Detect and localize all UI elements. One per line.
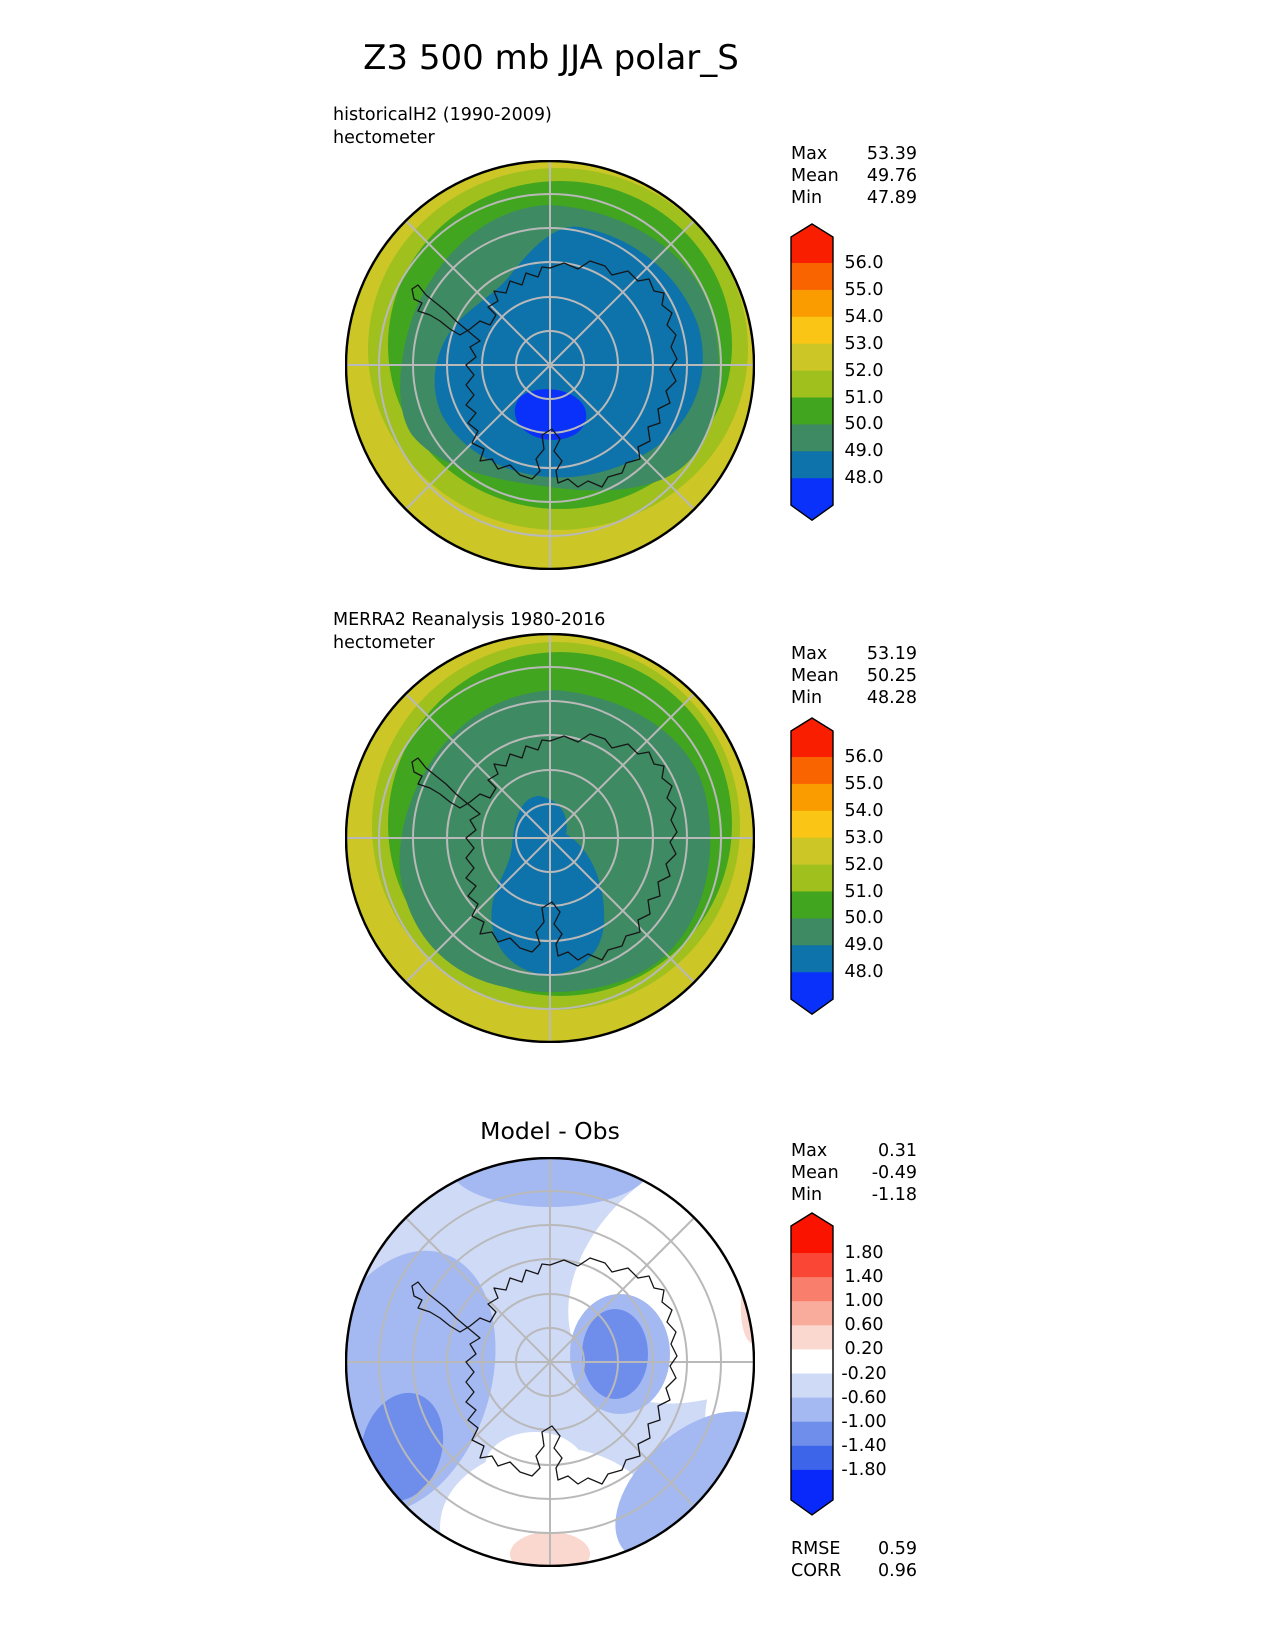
- stat-label: Mean: [791, 165, 839, 186]
- panel3-stats: [791, 1141, 917, 1206]
- diff-neg10-east-core: [582, 1309, 648, 1399]
- stat-value: 48.28: [866, 687, 917, 708]
- colorbar-tick-label: 55.0: [844, 773, 884, 794]
- colorbar-tick-label: 48.0: [844, 468, 884, 489]
- colorbar-tick-label: 53.0: [844, 827, 884, 848]
- stat-value: 53.39: [866, 144, 917, 164]
- stat-row: [791, 1185, 917, 1207]
- colorbar-tick-label: -0.20: [841, 1363, 887, 1384]
- stat-row: [791, 166, 917, 188]
- colorbar-tick-label: 0.60: [844, 1315, 884, 1336]
- colorbar-segment: [791, 263, 833, 291]
- stat-label: Mean: [791, 1162, 839, 1183]
- colorbar-segment: [791, 398, 833, 426]
- stat-row: [791, 144, 917, 166]
- stat-row: [791, 1163, 917, 1185]
- colorbar-segment: [791, 1349, 833, 1374]
- colorbar-tick-label: 53.0: [844, 333, 884, 354]
- colorbar-segment: [791, 945, 833, 973]
- stat-row: [791, 1141, 917, 1163]
- colorbar-tick-label: 48.0: [844, 962, 884, 983]
- stat-row: [791, 666, 917, 688]
- stat-row: [791, 688, 917, 710]
- stat-label: Mean: [791, 665, 839, 686]
- colorbar-tick-label: 54.0: [844, 800, 884, 821]
- colorbar-height-reference: [790, 717, 834, 1015]
- colorbar-tick-label: 51.0: [844, 881, 884, 902]
- colorbar-segment: [791, 1446, 833, 1471]
- panel1-dataset-name: historicalH2 (1990-2009): [333, 105, 552, 125]
- stat-row: [791, 188, 917, 210]
- colorbar-segment: [791, 1422, 833, 1447]
- colorbar-tick-label: 51.0: [844, 387, 884, 408]
- panel1-stats: [791, 144, 917, 209]
- colorbar-segment: [791, 1470, 833, 1515]
- panel1-label: [333, 104, 552, 150]
- colorbar-tick-label: 1.80: [844, 1243, 884, 1263]
- colorbar-tick-label: 52.0: [844, 360, 884, 381]
- stat-value: -0.49: [871, 1162, 917, 1183]
- panel2-dataset-name: MERRA2 Reanalysis 1980-2016: [333, 610, 606, 630]
- colorbar-tick-label: 49.0: [844, 935, 884, 956]
- colorbar-segment: [791, 1253, 833, 1278]
- stat-label: Max: [791, 644, 828, 664]
- colorbar-tick-label: -1.00: [841, 1411, 887, 1432]
- stat-value: 47.89: [866, 187, 917, 208]
- stat-value: 50.25: [866, 665, 917, 686]
- colorbar-segment: [791, 451, 833, 479]
- colorbar-tick-label: 55.0: [844, 279, 884, 300]
- colorbar-segment: [791, 1213, 833, 1253]
- colorbar-segment: [791, 918, 833, 946]
- metric-label: CORR: [791, 1560, 842, 1581]
- stat-label: Min: [791, 187, 823, 208]
- stat-value: -1.18: [871, 1184, 917, 1205]
- colorbar-segment: [791, 1325, 833, 1350]
- colorbar-tick-label: 54.0: [844, 306, 884, 327]
- colorbar-segment: [791, 865, 833, 893]
- panel3-title: Model - Obs: [480, 1117, 620, 1145]
- colorbar-height-historical: [790, 223, 834, 521]
- map-historical: [345, 160, 755, 570]
- colorbar-segment: [791, 757, 833, 785]
- colorbar-tick-label: -1.80: [841, 1459, 887, 1480]
- diff-near-zero-ross: [485, 1432, 585, 1502]
- colorbar-tick-label: -1.40: [841, 1435, 887, 1456]
- colorbar-segment: [791, 838, 833, 866]
- colorbar-segment: [791, 1277, 833, 1302]
- panel2-stats: [791, 644, 917, 709]
- panel1-units: hectometer: [333, 128, 435, 148]
- metric-value: 0.59: [878, 1539, 917, 1559]
- metric-value: 0.96: [878, 1560, 917, 1581]
- stat-value: 49.76: [866, 165, 917, 186]
- colorbar-segment: [791, 1398, 833, 1423]
- panel2-units: hectometer: [333, 633, 435, 653]
- stat-label: Max: [791, 144, 828, 164]
- colorbar-tick-label: 1.00: [844, 1291, 884, 1312]
- stat-value: 0.31: [878, 1141, 917, 1161]
- colorbar-segment: [791, 317, 833, 345]
- colorbar-segment: [791, 892, 833, 920]
- colorbar-segment: [791, 784, 833, 812]
- map-reference: [345, 633, 755, 1043]
- stat-row: [791, 1561, 917, 1583]
- figure-title: Z3 500 mb JJA polar_S: [363, 38, 739, 78]
- colorbar-tick-label: 0.20: [844, 1339, 884, 1360]
- colorbar-segment: [791, 424, 833, 452]
- map-difference: [345, 1157, 755, 1567]
- colorbar-segment: [791, 1301, 833, 1326]
- colorbar-tick-label: 1.40: [844, 1267, 884, 1288]
- colorbar-tick-label: 52.0: [844, 854, 884, 875]
- colorbar-tick-label: -0.60: [841, 1387, 887, 1408]
- stat-label: Min: [791, 1184, 823, 1205]
- panel3-metrics: [791, 1539, 917, 1583]
- colorbar-segment: [791, 344, 833, 372]
- colorbar-tick-label: 56.0: [844, 747, 884, 767]
- metric-label: RMSE: [791, 1539, 841, 1559]
- colorbar-tick-label: 49.0: [844, 441, 884, 462]
- stat-row: [791, 644, 917, 666]
- colorbar-segment: [791, 1374, 833, 1399]
- colorbar-segment: [791, 290, 833, 318]
- colorbar-segment: [791, 972, 833, 1014]
- colorbar-difference: [790, 1212, 834, 1516]
- colorbar-segment: [791, 718, 833, 757]
- stat-row: [791, 1539, 917, 1561]
- stat-label: Max: [791, 1141, 828, 1161]
- colorbar-segment: [791, 371, 833, 399]
- colorbar-tick-label: 50.0: [844, 414, 884, 435]
- stat-value: 53.19: [866, 644, 917, 664]
- colorbar-segment: [791, 478, 833, 520]
- colorbar-tick-label: 56.0: [844, 253, 884, 273]
- colorbar-segment: [791, 811, 833, 839]
- colorbar-segment: [791, 224, 833, 263]
- stat-label: Min: [791, 687, 823, 708]
- colorbar-tick-label: 50.0: [844, 908, 884, 929]
